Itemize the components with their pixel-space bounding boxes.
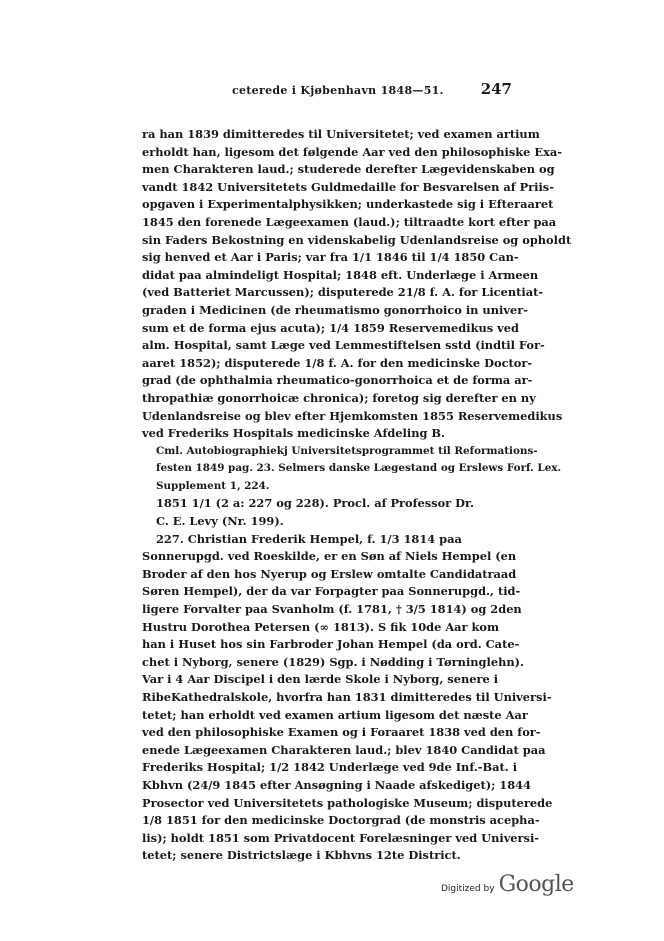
text-line: han i Huset hos sin Farbroder Johan Hempel (da ord. Cate-	[142, 637, 520, 652]
text-line: 1/8 1851 for den medicinske Doctorgrad (de monstris acepha-	[142, 813, 540, 828]
text-line: sum et de forma ejus acuta); 1/4 1859 Reservemedikus ved	[142, 320, 519, 335]
digitized-by-footer	[441, 872, 574, 897]
note-line: festen 1849 pag. 23. Selmers danske Lægestand og Erslews Forf. Lex.	[156, 462, 562, 475]
text-line: chet i Nyborg, senere (1829) Sgp. i Nødding i Tørninglehn).	[142, 654, 525, 669]
text-line: 1851 1/1 (2 a: 227 og 228). Procl. af Professor Dr.	[156, 496, 474, 511]
text-line: opgaven i Experimentalphysikken; underkastede sig i Efteraaret	[142, 197, 554, 212]
text-line: Hustru Dorothea Petersen (∞ 1813). S fik 10de Aar kom	[142, 619, 500, 634]
text-line: Kbhvn (24/9 1845 efter Ansøgning i Naade afskediget); 1844	[142, 777, 532, 792]
paragraph-note	[142, 443, 562, 496]
text-line: Udenlandsreise og blev efter Hjemkomsten 1855 Reservemedikus	[142, 408, 563, 423]
text-line: sin Faders Bekostning en videnskabelig Udenlandsreise og opholdt	[142, 232, 572, 247]
text-line: ved den philosophiske Examen og i Foraaret 1838 ved den for-	[142, 725, 541, 740]
text-line: men Charakteren laud.; studerede derefter Lægevidenskaben og	[142, 162, 555, 177]
text-line: Prosector ved Universitetets pathologiske Museum; disputerede	[142, 795, 553, 810]
text-line: ra han 1839 dimitteredes til Universitetet; ved examen artium	[142, 127, 540, 141]
text-line: enede Lægeexamen Charakteren laud.; blev 1840 Candidat paa	[142, 742, 546, 757]
text-line: ligere Forvalter paa Svanholm (f. 1781, † 3/5 1814) og 2den	[142, 602, 522, 617]
digitized-by-text: Digitized by	[441, 884, 495, 894]
text-line: vandt 1842 Universitetets Guldmedaille for Besvarelsen af Priis-	[142, 179, 554, 194]
text-line: Søren Hempel), der da var Forpagter paa Sonnerupgd., tid-	[142, 584, 521, 599]
running-title: ceterede i Kjøbenhavn 1848—51.	[232, 84, 444, 97]
text-line: thropathiæ gonorrhoicæ chronica); foretog sig derefter en ny	[142, 390, 536, 405]
google-logo: Google	[498, 872, 574, 897]
text-line: (ved Batteriet Marcussen); disputerede 21/8 f. A. for Licentiat-	[142, 285, 544, 300]
note-line: Cml. Autobiographiekj Universitetsprogrammet til Reformations-	[156, 444, 538, 457]
text-line: tetet; han erholdt ved examen artium ligesom det næste Aar	[142, 707, 528, 722]
text-line: ved Frederiks Hospitals medicinske Afdeling B.	[142, 426, 446, 441]
text-line: 1845 den forenede Lægeexamen (laud.); tiltraadte kort efter paa	[142, 214, 557, 229]
text-line: Broder af den hos Nyerup og Erslew omtalte Candidatraad	[142, 566, 517, 581]
text-line: tetet; senere Districtslæge i Kbhvns 12te District.	[142, 848, 461, 863]
text-line: grad (de ophthalmia rheumatico-gonorrhoica et de forma ar-	[142, 373, 533, 388]
text-line: RibeKathedralskole, hvorfra han 1831 dimitteredes til Universi-	[142, 690, 552, 704]
text-line: Var i 4 Aar Discipel i den lærde Skole i Nyborg, senere i	[142, 672, 499, 687]
page-number: 247	[480, 80, 512, 98]
entry-227	[142, 531, 553, 865]
text-line: alm. Hospital, samt Læge ved Lemmestiftelsen sstd (indtil For-	[142, 338, 545, 353]
text-line: Frederiks Hospital; 1/2 1842 Underlæge ved 9de Inf.-Bat. i	[142, 760, 518, 775]
text-line: graden i Medicinen (de rheumatismo gonorrhoico in univer-	[142, 302, 528, 317]
paragraph-main	[142, 126, 572, 443]
text-line: 227. Christian Frederik Hempel, f. 1/3 1814 paa	[156, 531, 462, 546]
text-line: C. E. Levy (Nr. 199).	[156, 514, 284, 529]
page-body	[142, 126, 572, 865]
text-line: aaret 1852); disputerede 1/8 f. A. for den medicinske Doctor-	[142, 355, 533, 370]
entry-1851	[142, 495, 520, 530]
text-line: lis); holdt 1851 som Privatdocent Forelæsninger ved Universi-	[142, 830, 540, 845]
text-line: erholdt han, ligesom det følgende Aar ved den philosophiske Exa-	[142, 144, 562, 159]
note-line: Supplement 1, 224.	[156, 479, 270, 492]
text-line: didat paa almindeligt Hospital; 1848 eft. Underlæge i Armeen	[142, 267, 539, 282]
text-line: Sonnerupgd. ved Roeskilde, er en Søn af Niels Hempel (en	[142, 549, 517, 564]
text-line: sig henved et Aar i Paris; var fra 1/1 1846 til 1/4 1850 Can-	[142, 250, 519, 265]
